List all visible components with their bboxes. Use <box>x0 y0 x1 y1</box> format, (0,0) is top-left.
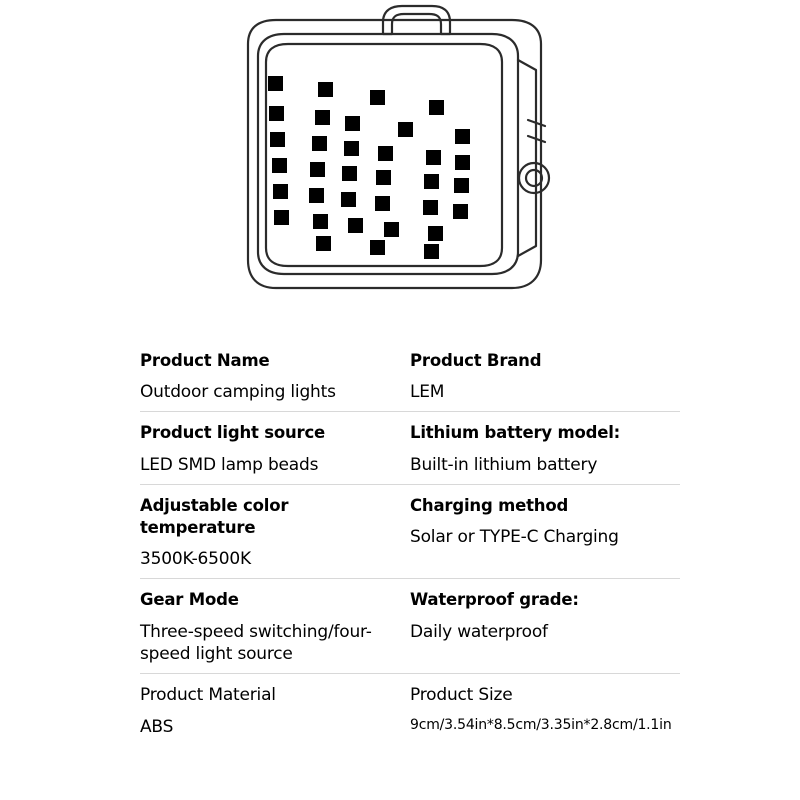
spec-label: Charging method <box>410 495 569 515</box>
spec-cell-right <box>410 589 680 664</box>
spec-label: Lithium battery model: <box>410 423 621 443</box>
spec-row <box>140 350 680 412</box>
camping-light-drawing <box>0 0 800 330</box>
spec-cell-left <box>140 589 410 664</box>
spec-label: Waterproof grade: <box>410 590 579 610</box>
spec-label: Product Material <box>140 684 276 705</box>
spec-label: Gear Mode <box>140 590 239 610</box>
spec-cell-left <box>140 684 410 738</box>
spec-value: Three-speed switching/four-speed light source <box>140 621 372 664</box>
spec-value: LEM <box>410 382 445 403</box>
spec-value: 9cm/3.54in*8.5cm/3.35in*2.8cm/1.1in <box>410 716 672 733</box>
led-bead-grid <box>268 76 470 259</box>
spec-value: Solar or TYPE-C Charging <box>410 526 619 547</box>
spec-cell-right <box>410 422 680 475</box>
spec-value: Built-in lithium battery <box>410 454 598 475</box>
spec-label: Product Size <box>410 684 513 705</box>
spec-row <box>140 684 680 746</box>
spec-value: LED SMD lamp beads <box>140 454 319 475</box>
spec-cell-right <box>410 495 680 571</box>
spec-cell-left <box>140 422 410 475</box>
spec-value: ABS <box>140 716 174 737</box>
spec-row <box>140 422 680 484</box>
specification-table <box>140 350 680 756</box>
spec-label: Adjustable color temperature <box>140 495 289 537</box>
spec-value: Daily waterproof <box>410 621 548 642</box>
spec-cell-right <box>410 684 680 738</box>
spec-value: 3500K-6500K <box>140 549 251 570</box>
spec-cell-left <box>140 495 410 571</box>
spec-cell-right <box>410 350 680 403</box>
spec-label: Product Brand <box>410 351 542 370</box>
spec-label: Product Name <box>140 351 270 370</box>
spec-label: Product light source <box>140 423 326 443</box>
spec-row <box>140 495 680 580</box>
spec-value: Outdoor camping lights <box>140 382 336 403</box>
spec-cell-left <box>140 350 410 403</box>
spec-row <box>140 589 680 673</box>
product-illustration <box>0 0 800 330</box>
